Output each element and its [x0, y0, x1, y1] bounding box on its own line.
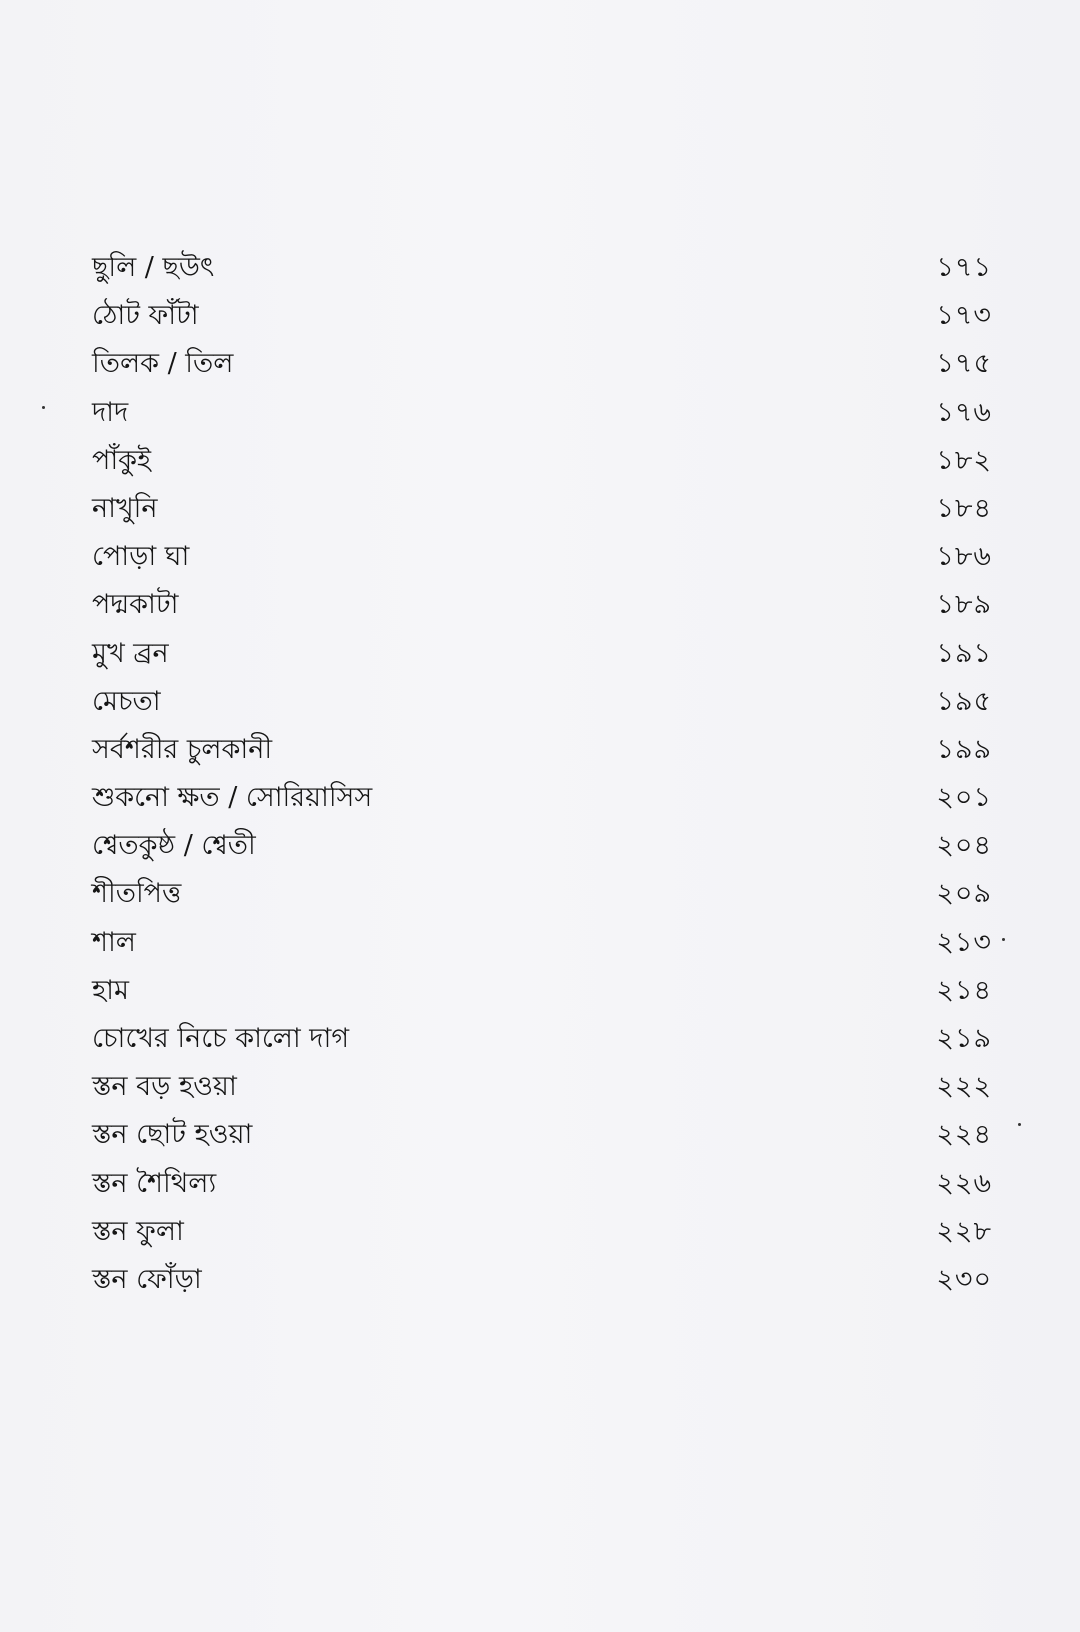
toc-entry-page: ১৮৯	[936, 589, 992, 621]
toc-entry-title: ঠোট ফাঁটা	[92, 300, 199, 332]
toc-entry	[92, 296, 992, 344]
toc-entry-title: পদ্মকাটা	[92, 589, 179, 621]
toc-entry-title: স্তন ফুলা	[92, 1215, 184, 1247]
toc-entry	[92, 248, 992, 296]
toc-entry-title: পাঁকুই	[92, 444, 152, 476]
toc-entry-page: ২২৬	[936, 1167, 992, 1199]
toc-entry-page: ১৮৬	[936, 541, 992, 573]
print-speck	[1018, 1123, 1021, 1126]
toc-entry	[92, 344, 992, 392]
toc-entry-page: ১৯৫	[936, 685, 992, 717]
toc-entry-title: চোখের নিচে কালো দাগ	[92, 1023, 350, 1054]
toc-entry-title: ছুলি / ছউৎ	[92, 252, 215, 283]
toc-entry-page: ২২৪	[936, 1119, 992, 1151]
table-of-contents	[92, 248, 992, 1308]
toc-entry-title: স্তন বড় হওয়া	[92, 1071, 237, 1103]
toc-entry-title: শীতপিত্ত	[92, 878, 182, 910]
toc-entry-page: ১৭৬	[936, 396, 992, 428]
toc-entry	[92, 489, 992, 537]
toc-entry-title: শুকনো ক্ষত / সোরিয়াসিস	[92, 782, 373, 814]
toc-entry	[92, 1115, 992, 1163]
toc-entry-title: হাম	[92, 974, 130, 1006]
toc-entry	[92, 393, 992, 441]
toc-entry	[92, 1212, 992, 1260]
print-speck	[42, 406, 45, 409]
toc-entry	[92, 441, 992, 489]
print-speck	[1002, 938, 1005, 941]
toc-entry	[92, 1019, 992, 1067]
toc-entry	[92, 634, 992, 682]
toc-entry-page: ১৯১	[936, 637, 992, 669]
toc-entry-title: মুখ ব্রন	[92, 637, 169, 669]
toc-entry	[92, 730, 992, 778]
toc-entry-page: ২১৯	[936, 1023, 992, 1054]
toc-entry-title: মেচতা	[92, 685, 161, 717]
toc-entry	[92, 1260, 992, 1308]
toc-entry	[92, 1067, 992, 1115]
toc-entry-title: শাল	[92, 926, 136, 958]
toc-entry	[92, 1164, 992, 1212]
toc-entry-page: ২২২	[936, 1071, 992, 1103]
toc-entry-page: ১৮২	[936, 444, 992, 476]
toc-entry	[92, 874, 992, 922]
toc-entry-title: নাখুনি	[92, 492, 158, 524]
toc-entry-title: স্তন ছোট হওয়া	[92, 1119, 253, 1151]
toc-entry-page: ২৩০	[936, 1263, 992, 1295]
toc-entry-page: ১৯৯	[936, 733, 992, 765]
toc-entry	[92, 923, 992, 971]
toc-entry	[92, 682, 992, 730]
toc-entry-page: ১৭৩	[936, 300, 992, 332]
toc-entry-title: দাদ	[92, 396, 129, 428]
toc-entry-page: ২২৮	[936, 1215, 992, 1247]
toc-entry-page: ১৭৫	[936, 348, 992, 380]
toc-entry-title: পোড়া ঘা	[92, 541, 190, 573]
toc-entry-page: ২১৩	[936, 926, 992, 958]
toc-entry-page: ১৮৪	[936, 492, 992, 524]
toc-entry-page: ২০৪	[936, 830, 992, 862]
toc-entry-title: তিলক / তিল	[92, 348, 234, 380]
toc-entry-title: সর্বশরীর চুলকানী	[92, 733, 273, 765]
toc-entry	[92, 537, 992, 585]
toc-entry	[92, 971, 992, 1019]
toc-entry	[92, 778, 992, 826]
toc-entry-title: শ্বেতকুষ্ঠ / শ্বেতী	[92, 830, 256, 862]
toc-entry-title: স্তন ফোঁড়া	[92, 1263, 202, 1295]
toc-entry	[92, 585, 992, 633]
toc-entry-page: ২১৪	[936, 974, 992, 1006]
toc-entry-title: স্তন শৈথিল্য	[92, 1167, 217, 1199]
toc-entry-page: ১৭১	[936, 252, 992, 283]
toc-entry-page: ২০১	[936, 782, 992, 814]
toc-entry	[92, 826, 992, 874]
toc-entry-page: ২০৯	[936, 878, 992, 910]
